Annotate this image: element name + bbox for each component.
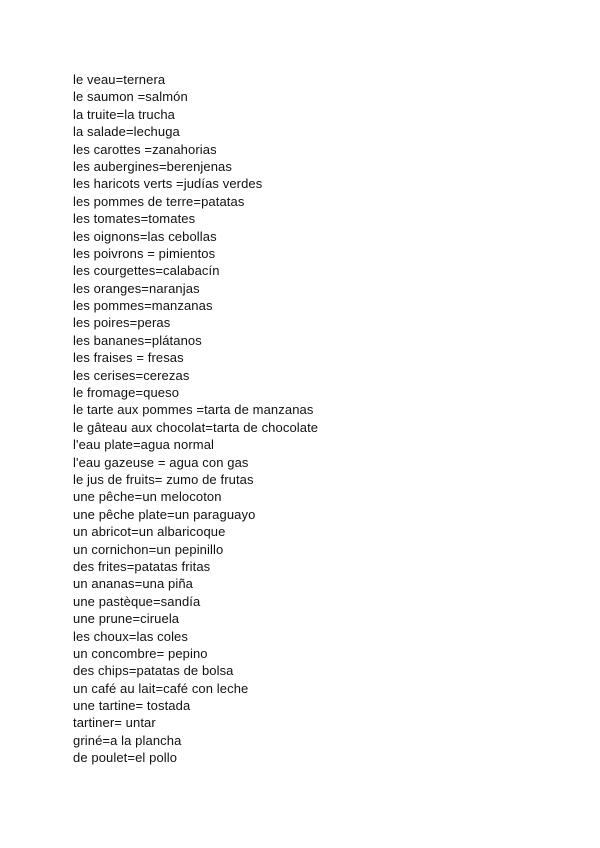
vocabulary-line: des chips=patatas de bolsa: [73, 663, 234, 679]
vocabulary-line: le fromage=queso: [73, 385, 180, 401]
vocabulary-line: la salade=lechuga: [73, 124, 180, 140]
vocabulary-line: les tomates=tomates: [73, 211, 196, 227]
vocabulary-line: les haricots verts =judías verdes: [73, 176, 263, 192]
vocabulary-line: une tartine= tostada: [73, 698, 191, 714]
vocabulary-line: la truite=la trucha: [73, 106, 175, 122]
vocabulary-line: les choux=las coles: [73, 628, 188, 644]
vocabulary-line: le gâteau aux chocolat=tarta de chocolate: [73, 419, 319, 435]
vocabulary-line: les cerises=cerezas: [73, 367, 190, 383]
vocabulary-line: une prune=ciruela: [73, 611, 180, 627]
vocabulary-line: une pêche=un melocoton: [73, 489, 222, 505]
vocabulary-line: un concombre= pepino: [73, 645, 208, 661]
vocabulary-list: [73, 71, 318, 767]
vocabulary-line: des frites=patatas fritas: [73, 558, 211, 574]
vocabulary-line: l'eau plate=agua normal: [73, 437, 215, 453]
vocabulary-line: une pastèque=sandía: [73, 593, 201, 609]
vocabulary-line: une pêche plate=un paraguayo: [73, 506, 256, 522]
vocabulary-line: les poires=peras: [73, 315, 171, 331]
vocabulary-line: les bananes=plátanos: [73, 332, 202, 348]
vocabulary-line: les oignons=las cebollas: [73, 228, 217, 244]
vocabulary-line: un café au lait=café con leche: [73, 680, 249, 696]
vocabulary-line: les pommes de terre=patatas: [73, 193, 245, 209]
vocabulary-line: le tarte aux pommes =tarta de manzanas: [73, 402, 314, 418]
vocabulary-line: l'eau gazeuse = agua con gas: [73, 454, 249, 470]
vocabulary-line: les pommes=manzanas: [73, 298, 213, 314]
vocabulary-line: les poivrons = pimientos: [73, 245, 216, 261]
vocabulary-line: de poulet=el pollo: [73, 750, 178, 766]
vocabulary-line: les oranges=naranjas: [73, 280, 200, 296]
vocabulary-line: les carottes =zanahorias: [73, 141, 217, 157]
vocabulary-line: le jus de fruits= zumo de frutas: [73, 471, 254, 487]
vocabulary-line: le saumon =salmón: [73, 89, 188, 105]
vocabulary-line: les fraises = fresas: [73, 350, 184, 366]
vocabulary-line: tartiner= untar: [73, 715, 156, 731]
vocabulary-line: un abricot=un albaricoque: [73, 524, 226, 540]
vocabulary-line: les aubergines=berenjenas: [73, 158, 232, 174]
vocabulary-line: un ananas=una piña: [73, 576, 193, 592]
vocabulary-line: un cornichon=un pepinillo: [73, 541, 224, 557]
vocabulary-line: le veau=ternera: [73, 72, 166, 87]
vocabulary-line: griné=a la plancha: [73, 732, 182, 748]
vocabulary-line: les courgettes=calabacín: [73, 263, 220, 279]
